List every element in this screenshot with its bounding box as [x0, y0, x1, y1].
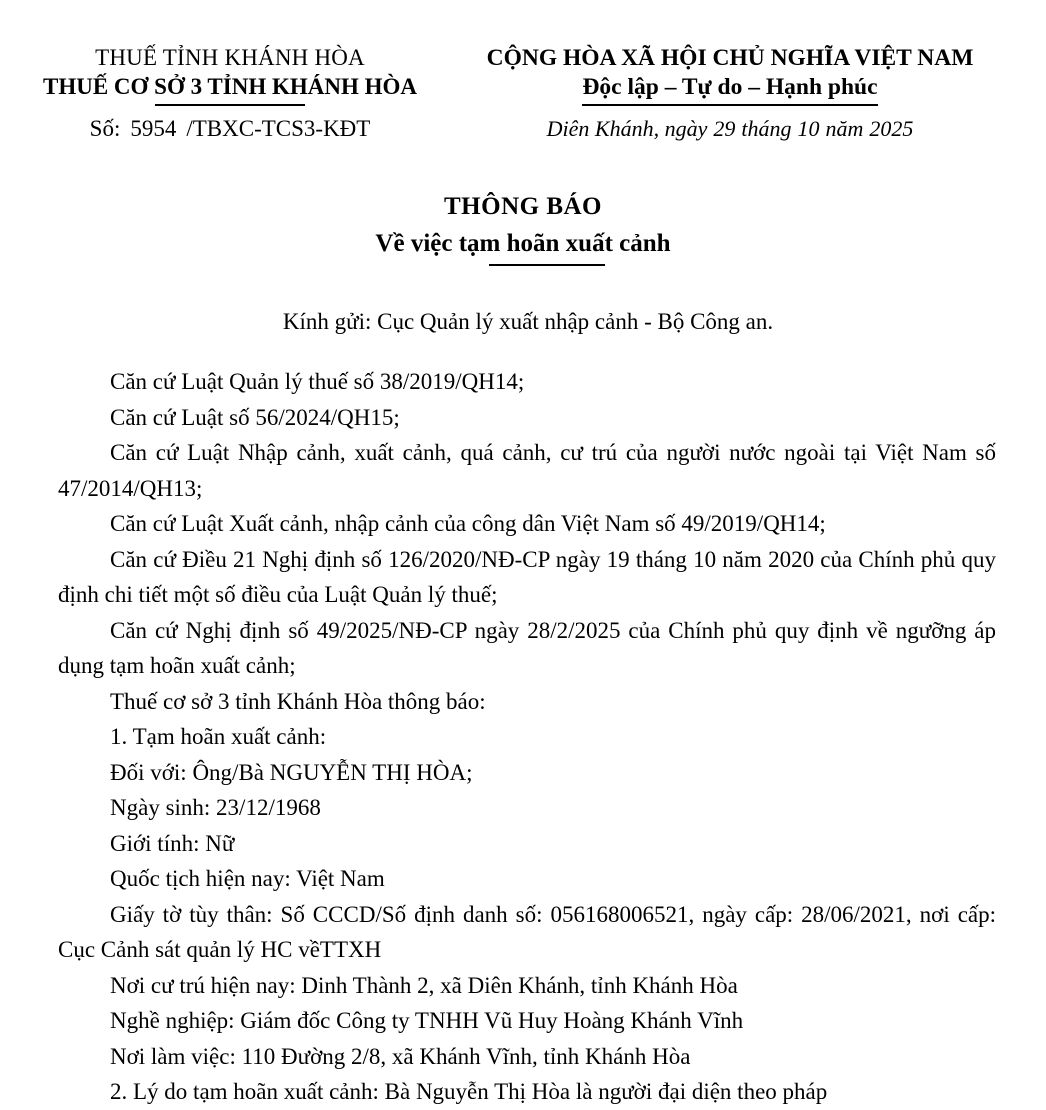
- document-header: [0, 0, 1046, 146]
- subject-identity-line: Giấy tờ tùy thân: Số CCCD/Số định danh số: 056168006521, ngày cấp: 28/06/2021, nơi cấp: Cục Cảnh sát quản lý HC vềTTXH: [58, 901, 996, 962]
- legal-basis-6: Căn cứ Nghị định số 49/2025/NĐ-CP ngày 28/2/2025 của Chính phủ quy định về ngưỡng áp dụng tạm hoãn xuất cảnh;: [58, 617, 996, 678]
- issuing-authority-name: THUẾ CƠ SỞ 3 TỈNH KHÁNH HÒA: [42, 74, 418, 99]
- announcement-line: Thuế cơ sở 3 tỉnh Khánh Hòa thông báo:: [110, 688, 486, 714]
- header-national-heading: [460, 44, 1046, 146]
- subject-dob-line: Ngày sinh: 23/12/1968: [110, 795, 321, 820]
- subject-occupation-line: Nghề nghiệp: Giám đốc Công ty TNHH Vũ Huy Hoàng Khánh Vĩnh: [110, 1008, 744, 1033]
- document-subtitle-underline: [489, 264, 605, 266]
- issuing-authority-underline: [155, 104, 305, 106]
- year-label: năm: [825, 116, 864, 141]
- document-subtitle-wrap: [375, 226, 670, 262]
- legal-basis-5: Căn cứ Điều 21 Nghị định số 126/2020/NĐ-CP ngày 19 tháng 10 năm 2020 của Chính phủ quy định chi tiết một số điều của Luật Quản lý thuế;: [58, 546, 996, 607]
- national-motto-underline: [582, 104, 877, 106]
- subject-workplace-line: Nơi làm việc: 110 Đường 2/8, xã Khánh Vĩnh, tỉnh Khánh Hòa: [110, 1043, 691, 1069]
- document-number-value: 5954: [130, 116, 177, 141]
- national-title: CỘNG HÒA XÃ HỘI CHỦ NGHĨA VIỆT NAM: [486, 45, 974, 71]
- issue-day: 29: [713, 116, 736, 141]
- subject-residence-line: Nơi cư trú hiện nay: Dinh Thành 2, xã Diên Khánh, tỉnh Khánh Hòa: [110, 972, 738, 998]
- document-title-block: [0, 190, 1046, 262]
- legal-basis-1: Căn cứ Luật Quản lý thuế số 38/2019/QH14;: [110, 369, 525, 394]
- national-motto-wrap: [582, 72, 877, 106]
- document-body: [0, 364, 1046, 1110]
- issue-place: Diên Khánh, ngày: [546, 116, 708, 141]
- national-motto: Độc lập – Tự do – Hạnh phúc: [582, 74, 878, 100]
- issue-year: 2025: [869, 116, 914, 141]
- recipient-line: Kính gửi: Cục Quản lý xuất nhập cảnh - Bộ Công an.: [282, 309, 774, 334]
- parent-authority-name: THUẾ TỈNH KHÁNH HÒA: [95, 45, 365, 70]
- legal-basis-4: Căn cứ Luật Xuất cảnh, nhập cảnh của công dân Việt Nam số 49/2019/QH14;: [110, 511, 826, 536]
- document-number-label: Số:: [89, 116, 121, 141]
- legal-basis-2: Căn cứ Luật số 56/2024/QH15;: [110, 404, 400, 430]
- document-subtitle: Về việc tạm hoãn xuất cảnh: [375, 230, 671, 257]
- section-1-heading: 1. Tạm hoãn xuất cảnh:: [110, 724, 327, 749]
- issue-month: 10: [797, 116, 820, 141]
- document-number-suffix: /TBXC-TCS3-KĐT: [186, 116, 371, 141]
- header-issuing-authority: [0, 44, 460, 146]
- subject-name-line: Đối với: Ông/Bà NGUYỄN THỊ HÒA;: [110, 759, 473, 785]
- document-number-line: [0, 112, 460, 146]
- place-and-date-line: [460, 112, 1000, 146]
- section-2-heading: 2. Lý do tạm hoãn xuất cảnh: Bà Nguyễn Thị Hòa là người đại diện theo pháp: [110, 1079, 828, 1104]
- subject-gender-line: Giới tính: Nữ: [110, 830, 235, 856]
- document-title: THÔNG BÁO: [444, 193, 602, 220]
- subject-nationality-line: Quốc tịch hiện nay: Việt Nam: [110, 866, 385, 891]
- legal-basis-3: Căn cứ Luật Nhập cảnh, xuất cảnh, quá cảnh, cư trú của người nước ngoài tại Việt Nam số 47/2014/QH13;: [58, 440, 996, 501]
- month-label: tháng: [741, 116, 792, 141]
